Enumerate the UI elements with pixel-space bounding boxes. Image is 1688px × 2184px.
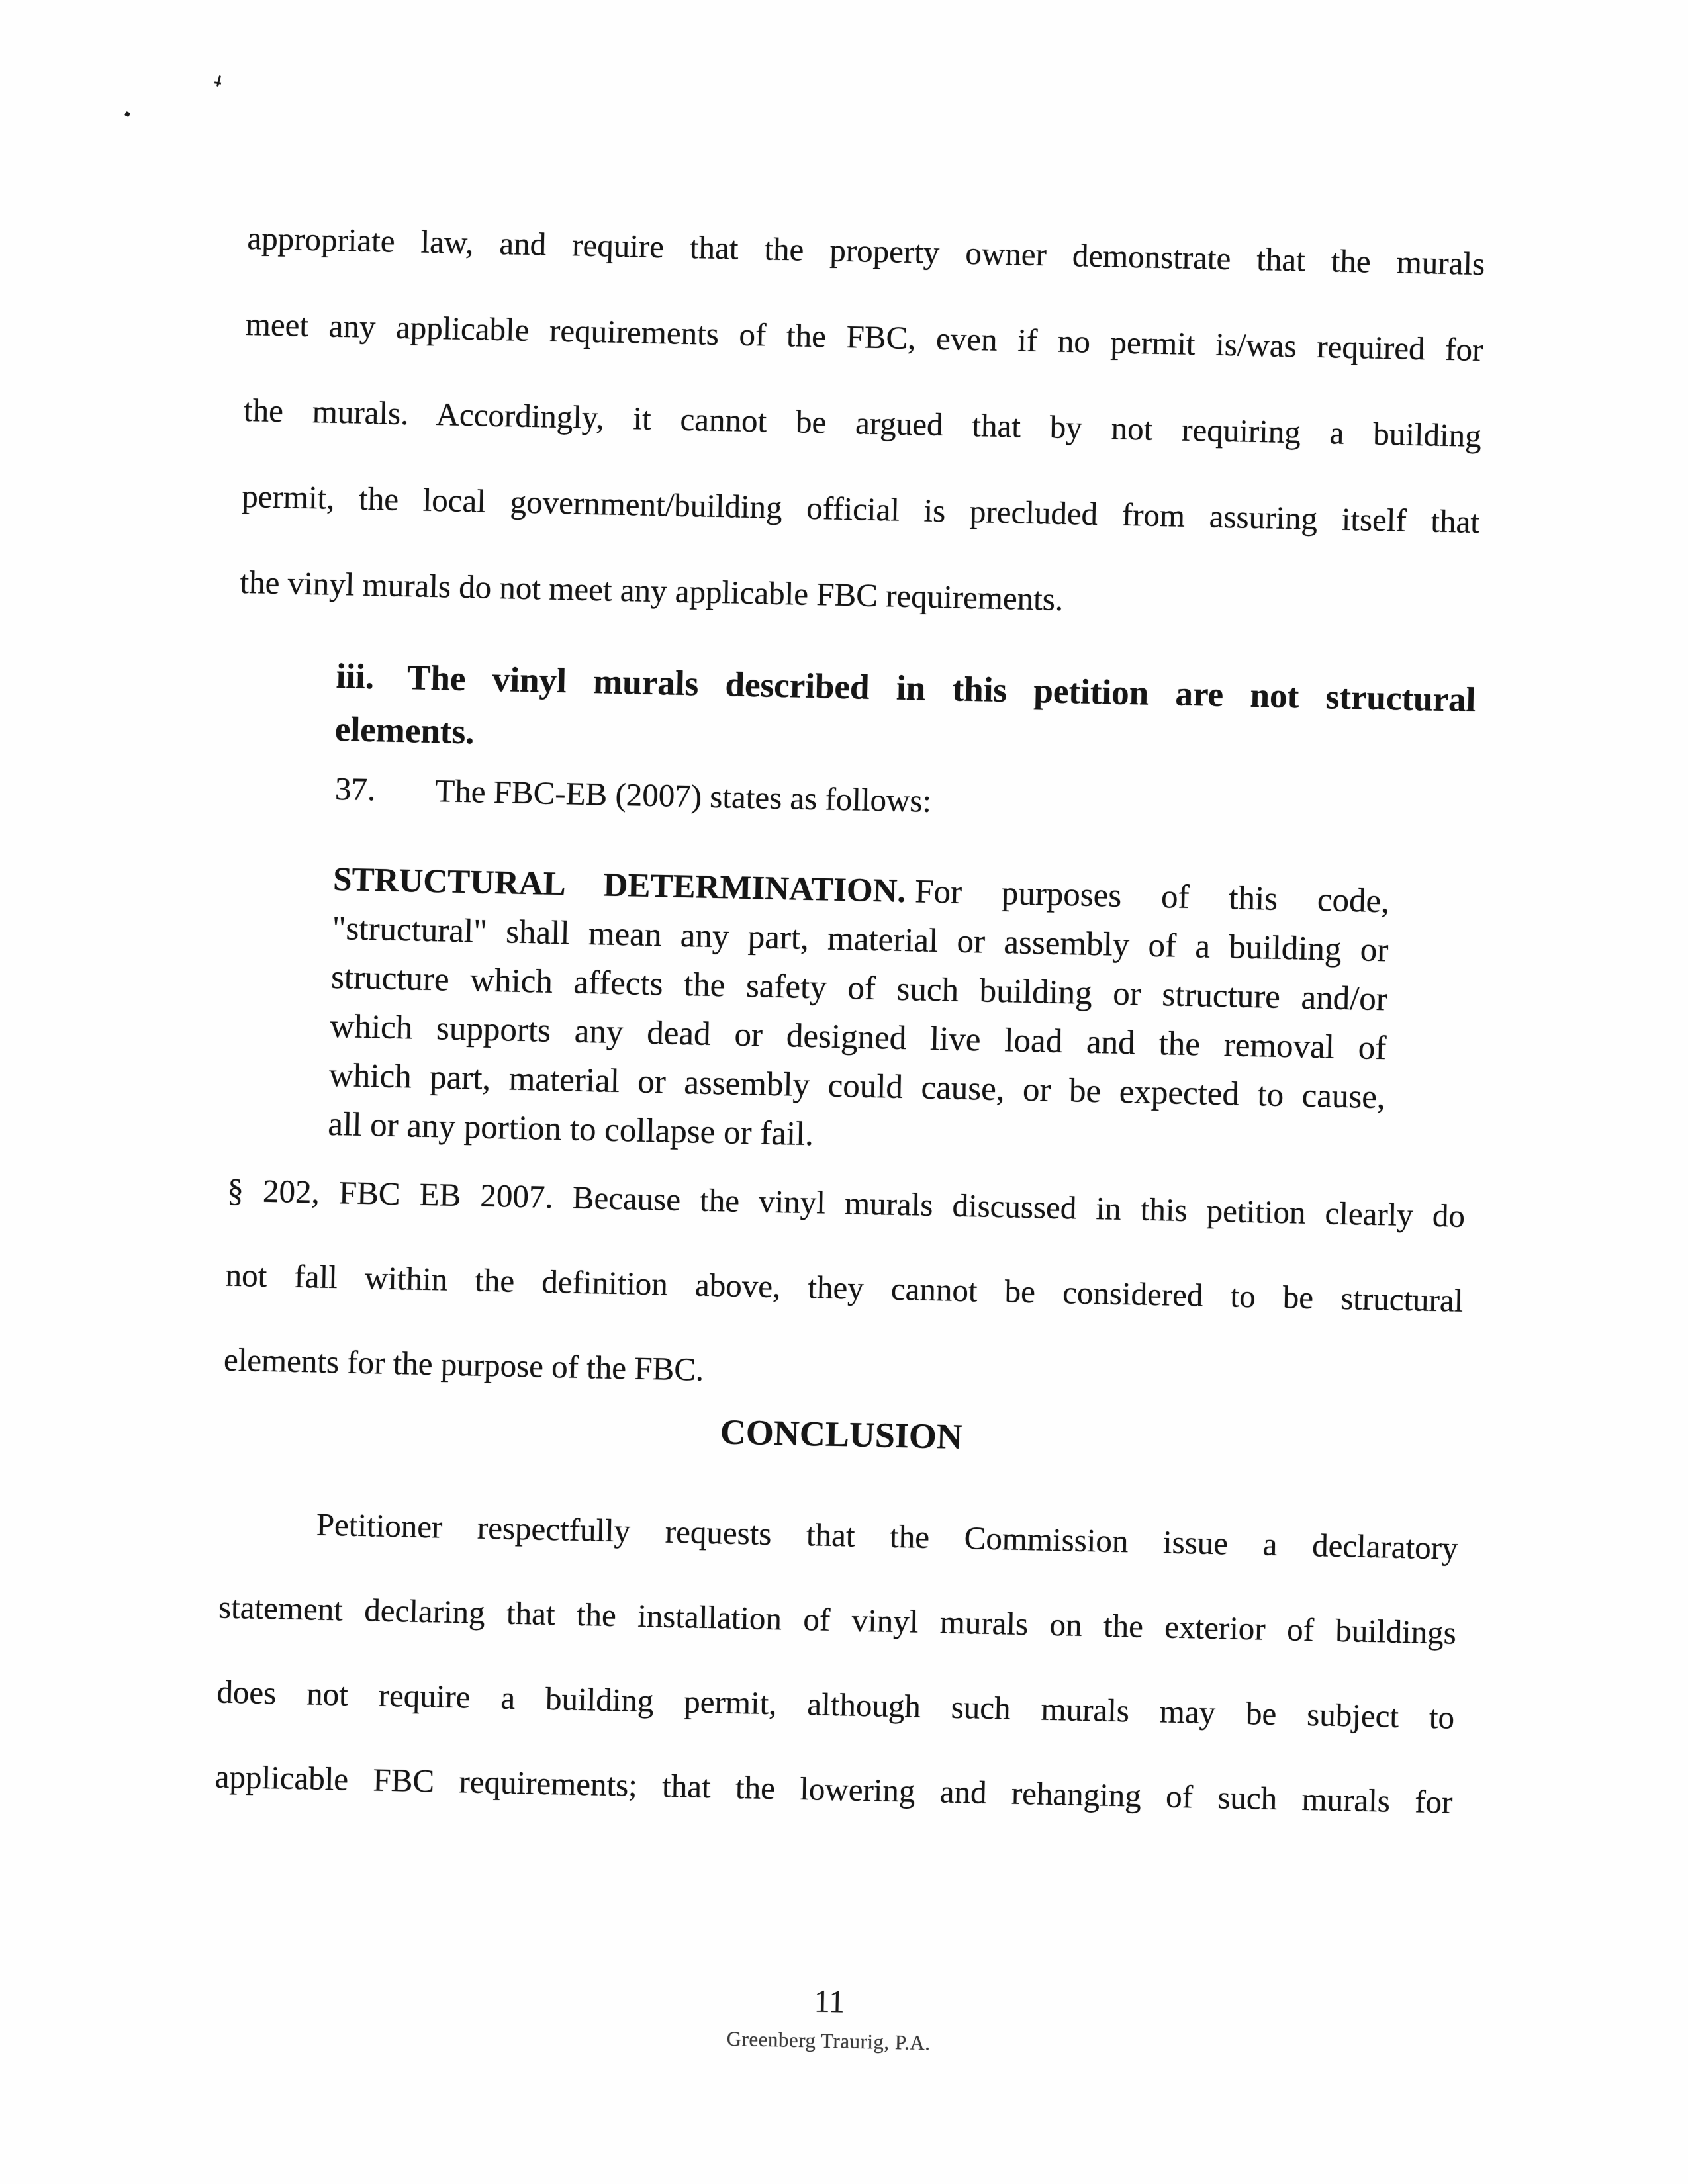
body-line: the vinyl murals do not meet any applicable FBC requirements. bbox=[240, 563, 1064, 617]
body-line: elements for the purpose of the FBC. bbox=[223, 1341, 704, 1388]
item-text: The FBC-EB (2007) states as follows: bbox=[434, 772, 932, 819]
quote-line: "structural" shall mean any part, material or assembly of a building or bbox=[332, 909, 1389, 970]
item-number: 37. bbox=[334, 770, 376, 808]
body-line: § 202, FBC EB 2007. Because the vinyl murals discussed in this petition clearly do bbox=[226, 1171, 1466, 1234]
subheading-line: elements. bbox=[334, 709, 475, 752]
quote-line: all or any portion to collapse or fail. bbox=[327, 1105, 814, 1154]
section-202-paragraph bbox=[223, 1148, 1466, 1428]
body-line: statement declaring that the installation of vinyl murals on the exterior of buildings bbox=[218, 1588, 1457, 1651]
scan-artifact-mark bbox=[214, 81, 221, 84]
body-line: the murals. Accordingly, it cannot be argued that by not requiring a building bbox=[243, 391, 1482, 455]
subheading-iii bbox=[236, 648, 1476, 780]
closing-paragraph bbox=[214, 1480, 1459, 1845]
subheading-text: The vinyl murals described in this petition are not structural bbox=[406, 659, 1476, 719]
scan-artifact-mark bbox=[216, 75, 221, 87]
block-quote bbox=[228, 853, 1390, 1171]
body-line: meet any applicable requirements of the FBC, even if no permit is/was required for bbox=[245, 305, 1483, 369]
scan-artifact-dot bbox=[124, 111, 130, 117]
page-number: 11 bbox=[814, 1983, 845, 2020]
body-line: permit, the local government/building official is precluded from assuring itself that bbox=[241, 477, 1480, 541]
law-firm-footer: Greenberg Traurig, P.A. bbox=[726, 2026, 931, 2055]
body-line: applicable FBC requirements; that the lowering and rehanging of such murals for bbox=[214, 1758, 1454, 1821]
quote-line: structure which affects the safety of such building or structure and/or bbox=[330, 958, 1388, 1019]
quote-line: which supports any dead or designed live load and the removal of bbox=[330, 1007, 1387, 1068]
body-line: appropriate law, and require that the property owner demonstrate that the murals bbox=[246, 219, 1485, 283]
body-line: does not require a building permit, although such murals may be subject to bbox=[216, 1673, 1455, 1736]
body-line: Petitioner respectfully requests that the Commission issue a declaratory bbox=[316, 1506, 1459, 1567]
subheading-number: iii. bbox=[336, 657, 375, 697]
quote-lead: STRUCTURAL DETERMINATION. bbox=[332, 860, 906, 911]
quote-line: which part, material or assembly could cause, or be expected to cause, bbox=[328, 1056, 1386, 1116]
intro-paragraph bbox=[239, 195, 1485, 651]
conclusion-heading: CONCLUSION bbox=[720, 1412, 963, 1457]
document-content bbox=[207, 192, 1486, 2184]
body-line: not fall within the definition above, they cannot be considered to be structural bbox=[225, 1256, 1464, 1319]
quote-lead-rest: For purposes of this code, bbox=[914, 873, 1390, 921]
